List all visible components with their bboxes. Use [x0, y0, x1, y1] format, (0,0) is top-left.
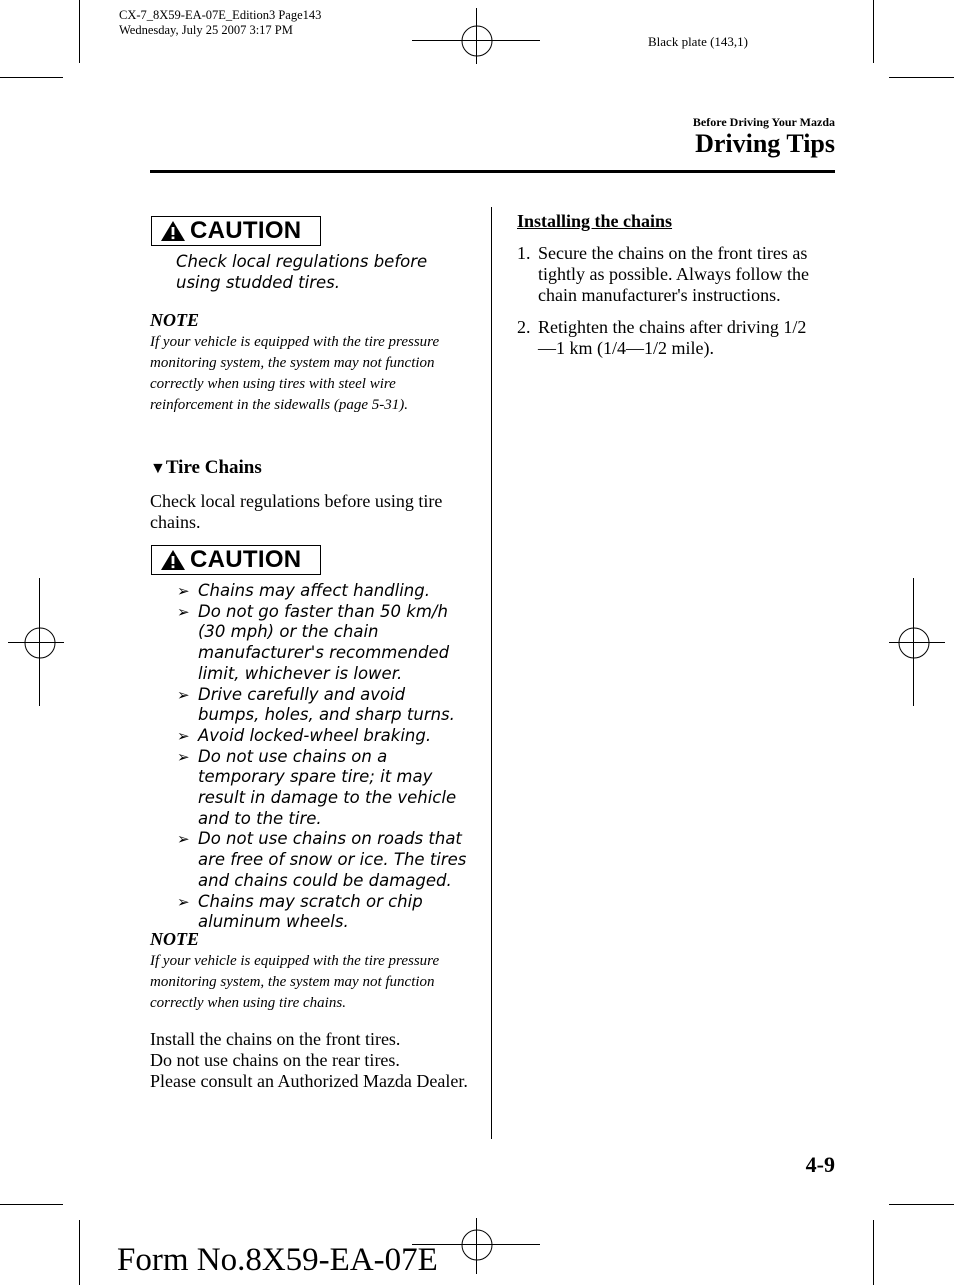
print-stamp — [119, 8, 321, 38]
tire-chains-heading — [150, 457, 262, 479]
registration-target-icon — [460, 1228, 494, 1262]
tire-chains-text: Check local regulations before using tire chains. — [150, 491, 443, 532]
caution-label: CAUTION — [190, 217, 302, 244]
black-plate-label: Black plate (143,1) — [648, 34, 748, 49]
caution-box — [151, 545, 321, 575]
caution-box — [151, 216, 321, 246]
triangle-down-icon: ▼ — [150, 460, 166, 477]
tire-chains-title: Tire Chains — [165, 457, 262, 478]
note-heading: NOTE — [150, 310, 199, 330]
page-number: 4-9 — [805, 1152, 835, 1177]
arrow-bullet-icon: ➢ — [177, 830, 190, 849]
stamp-line-1: CX-7_8X59-EA-07E_Edition3 Page143 — [119, 8, 322, 22]
step-number: 2. — [517, 317, 531, 337]
registration-target-icon — [23, 626, 57, 660]
form-number: Form No.8X59-EA-07E — [117, 1242, 438, 1278]
list-item: ➢ Do not use chains on a temporary spare tire; it may result in damage to the vehicle and to the tire. — [177, 746, 457, 828]
list-item: ➢ Drive carefully and avoid bumps, holes, and sharp turns. — [177, 684, 455, 725]
installing-chains-heading: Installing the chains — [517, 211, 673, 231]
warning-triangle-icon — [160, 549, 186, 571]
arrow-bullet-icon: ➢ — [177, 726, 190, 745]
install-instructions — [150, 1029, 468, 1092]
list-item — [517, 317, 827, 359]
warning-triangle-icon — [160, 220, 186, 242]
column-divider — [491, 207, 492, 1139]
note-heading: NOTE — [150, 929, 199, 949]
list-item: ➢ Do not use chains on roads that are free of snow or ice. The tires and chains could be damaged. — [177, 829, 467, 890]
header-rule — [150, 170, 835, 173]
step-text: Secure the chains on the front tires as tightly as possible. Always follow the chain manufacturer's instructions. — [538, 243, 809, 305]
arrow-bullet-icon: ➢ — [177, 892, 190, 911]
arrow-bullet-icon: ➢ — [177, 747, 190, 766]
caution-text: Check local regulations before using studded tires. — [176, 252, 428, 292]
list-item: ➢ Avoid locked-wheel braking. — [177, 725, 432, 745]
arrow-bullet-icon: ➢ — [177, 685, 190, 704]
install-line: Please consult an Authorized Mazda Dealer. — [150, 1071, 468, 1091]
list-item: ➢ Chains may affect handling. — [177, 581, 430, 600]
registration-target-icon — [897, 626, 931, 660]
step-text: Retighten the chains after driving 1/2 ―1 km (1/4―1/2 mile). — [538, 317, 807, 358]
arrow-bullet-icon: ➢ — [177, 582, 190, 600]
install-line: Do not use chains on the rear tires. — [150, 1050, 400, 1070]
note-text: If your vehicle is equipped with the tire pressure monitoring system, the system may not function correctly when using tires with steel wire reinforcement in the sidewalls (page 5-31). — [150, 334, 440, 413]
section-subtitle: Before Driving Your Mazda — [692, 115, 835, 129]
stamp-line-2: Wednesday, July 25 2007 3:17 PM — [119, 23, 293, 37]
page-title: Driving Tips — [695, 129, 835, 158]
list-item: ➢ Chains may scratch or chip aluminum wheels. — [177, 891, 423, 932]
installation-steps — [517, 243, 827, 370]
install-line: Install the chains on the front tires. — [150, 1029, 401, 1049]
registration-target-icon — [460, 24, 494, 58]
caution-bullet-list — [177, 581, 469, 933]
caution-label: CAUTION — [190, 546, 302, 573]
step-number: 1. — [517, 243, 531, 263]
list-item: ➢ Do not go faster than 50 km/h (30 mph) or the chain manufacturer's recommended limit, whichever is lower. — [177, 601, 450, 683]
list-item — [517, 243, 827, 306]
note-text: If your vehicle is equipped with the tire pressure monitoring system, the system may not function correctly when using tire chains. — [150, 953, 440, 1011]
arrow-bullet-icon: ➢ — [177, 602, 190, 621]
